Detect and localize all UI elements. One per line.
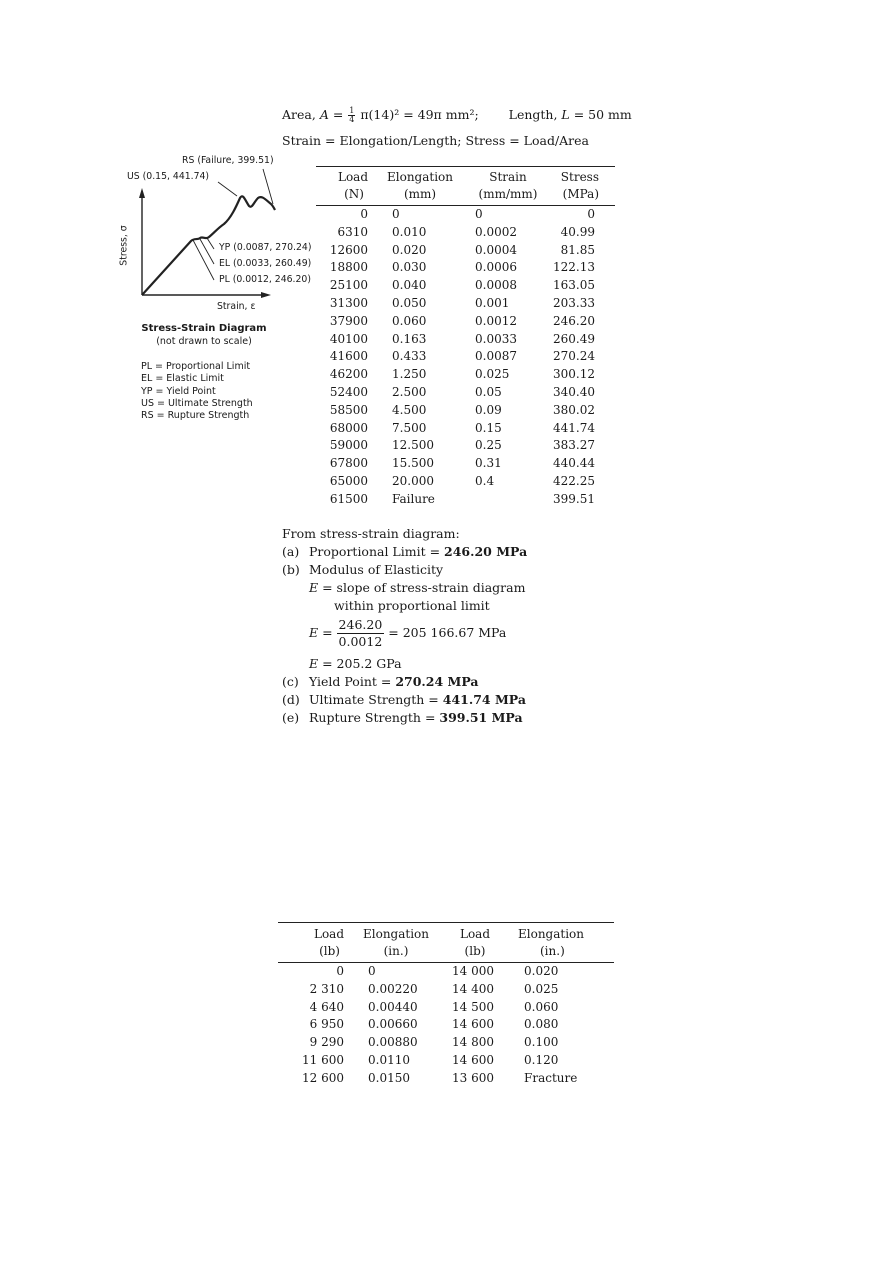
table-row bbox=[278, 963, 614, 981]
table-row bbox=[278, 1034, 614, 1052]
table-cell: 0.00220 bbox=[368, 981, 418, 996]
table-cell: 14 600 bbox=[452, 1052, 494, 1067]
table-header-row bbox=[278, 926, 614, 943]
table-cell: 14 800 bbox=[452, 1035, 494, 1050]
col-unit-load: (lb) bbox=[278, 943, 350, 963]
table-cell: 0 bbox=[587, 207, 595, 221]
table-row bbox=[316, 420, 615, 438]
table-cell: 68000 bbox=[329, 420, 368, 435]
col-unit-strain: (mm/mm) bbox=[468, 186, 548, 206]
y-axis-arrow-icon bbox=[139, 188, 145, 198]
table-cell: 52400 bbox=[329, 384, 368, 399]
table-row bbox=[316, 313, 615, 331]
table-cell: 122.13 bbox=[553, 260, 595, 275]
yp-leader bbox=[207, 238, 214, 249]
table-cell: 0.060 bbox=[524, 999, 559, 1014]
table-cell: 67800 bbox=[329, 456, 368, 471]
table-header-row bbox=[316, 169, 615, 186]
table-cell: 14 500 bbox=[452, 999, 494, 1014]
table-cell: 0.0110 bbox=[368, 1052, 410, 1067]
col-unit-elongation: (mm) bbox=[372, 186, 468, 206]
table2-body bbox=[278, 963, 614, 1088]
table-cell: 300.12 bbox=[553, 367, 595, 382]
col-header-load: Load bbox=[313, 927, 344, 941]
col-header-strain: Strain bbox=[489, 170, 527, 184]
table-cell: 0.0033 bbox=[475, 331, 517, 346]
diagram-caption bbox=[128, 322, 280, 348]
table-row bbox=[278, 1016, 614, 1034]
table-cell: 0.00880 bbox=[368, 1035, 418, 1050]
table-cell: 0.080 bbox=[524, 1017, 559, 1032]
answer-b: (b) Modulus of Elasticity bbox=[282, 562, 444, 577]
table-cell: 12 600 bbox=[302, 1070, 344, 1085]
table-cell: 15.500 bbox=[392, 456, 434, 471]
table-cell: 0.433 bbox=[392, 349, 427, 364]
table-row bbox=[316, 331, 615, 349]
answer-e: (e) Rupture Strength = 399.51 MPa bbox=[282, 710, 523, 725]
table-cell: 0.0012 bbox=[475, 313, 517, 328]
table-cell: 9 290 bbox=[309, 1035, 344, 1050]
y-axis-label: Stress, σ bbox=[118, 225, 130, 266]
table-cell: 40100 bbox=[329, 331, 368, 346]
table-cell: 7.500 bbox=[392, 420, 427, 435]
table-cell: 11 600 bbox=[302, 1052, 344, 1067]
us-label: US (0.15, 441.74) bbox=[127, 171, 210, 182]
table-cell: 440.44 bbox=[553, 456, 595, 471]
modulus-fraction: $\frac{246.20}{0.0012}$ bbox=[338, 617, 383, 649]
diagram-legend bbox=[141, 361, 253, 422]
table-cell: 422.25 bbox=[553, 473, 595, 488]
table-row bbox=[278, 1070, 614, 1088]
table-row bbox=[316, 259, 615, 277]
table-cell: 0.0002 bbox=[475, 224, 517, 239]
table-cell: 14 600 bbox=[452, 1017, 494, 1032]
table-row bbox=[316, 348, 615, 366]
table-cell: 0.09 bbox=[475, 402, 502, 417]
table-cell: 31300 bbox=[329, 295, 368, 310]
x-axis-label: Strain, ε bbox=[217, 301, 256, 312]
table-cell: 0 bbox=[360, 207, 368, 221]
table-cell: 163.05 bbox=[553, 278, 595, 293]
table-cell: 6 950 bbox=[309, 1017, 344, 1032]
legend-item: PL = Proportional Limit bbox=[141, 361, 251, 372]
table-cell: 0 bbox=[475, 207, 483, 221]
table-cell: 41600 bbox=[329, 349, 368, 364]
table-cell: 383.27 bbox=[553, 438, 595, 453]
modulus-equation: E = $\frac{246.20}{0.0012}$ = 205 166.67 MPa bbox=[309, 617, 507, 649]
table-cell bbox=[468, 491, 548, 509]
yp-label: YP (0.0087, 270.24) bbox=[219, 242, 312, 253]
table-cell: 0.050 bbox=[392, 295, 427, 310]
strain-stress-definition: Strain = Elongation/Length; Stress = Load/Area bbox=[282, 133, 590, 148]
table-row bbox=[316, 455, 615, 473]
table-cell: 0.00660 bbox=[368, 1017, 418, 1032]
modulus-definition: E = slope of stress-strain diagram bbox=[309, 580, 526, 595]
el-label: EL (0.0033, 260.49) bbox=[219, 258, 312, 269]
table-cell: 4.500 bbox=[392, 402, 427, 417]
col-unit-elongation: (in.) bbox=[350, 943, 442, 963]
table-cell: 380.02 bbox=[553, 402, 595, 417]
col-header-elongation: Elongation bbox=[363, 927, 429, 941]
table-cell: 18800 bbox=[329, 260, 368, 275]
table-cell: Failure bbox=[392, 491, 435, 506]
table-cell: 246.20 bbox=[553, 313, 595, 328]
modulus-result: E = 205.2 GPa bbox=[309, 656, 402, 671]
table-row bbox=[316, 384, 615, 402]
table-cell: 12.500 bbox=[392, 438, 434, 453]
table-row bbox=[316, 437, 615, 455]
us-leader bbox=[218, 182, 237, 196]
col-header-elongation: Elongation bbox=[518, 927, 584, 941]
col-unit-elongation: (in.) bbox=[508, 943, 614, 963]
table-cell: 0.163 bbox=[392, 331, 427, 346]
answer-a: (a) Proportional Limit = 246.20 MPa bbox=[282, 544, 528, 559]
legend-item: US = Ultimate Strength bbox=[141, 397, 253, 409]
table-cell: 58500 bbox=[329, 402, 368, 417]
table-cell: 0.0008 bbox=[475, 278, 517, 293]
table-header-units-row bbox=[278, 943, 614, 963]
table-cell: 65000 bbox=[329, 473, 368, 488]
table-cell: 340.40 bbox=[553, 384, 595, 399]
table-cell: 0.120 bbox=[524, 1052, 559, 1067]
answer-c: (c) Yield Point = 270.24 MPa bbox=[282, 674, 479, 689]
table-cell: 0.4 bbox=[475, 473, 495, 488]
table-cell: 0 bbox=[392, 207, 400, 221]
table-row bbox=[316, 206, 615, 224]
table-cell: 0.05 bbox=[475, 384, 502, 399]
table-cell: 203.33 bbox=[553, 295, 595, 310]
table-cell: 0.001 bbox=[475, 295, 510, 310]
table-row bbox=[316, 491, 615, 509]
table-cell: 4 640 bbox=[309, 999, 344, 1014]
load-elongation-table bbox=[278, 926, 614, 1088]
stress-strain-table bbox=[316, 169, 615, 509]
col-header-elongation: Elongation bbox=[387, 170, 453, 184]
table-cell: 0.100 bbox=[524, 1035, 559, 1050]
table-cell: 6310 bbox=[337, 224, 368, 239]
table-cell: 0.15 bbox=[475, 420, 502, 435]
table-row bbox=[316, 473, 615, 491]
table-row bbox=[316, 366, 615, 384]
area-formula: Area, A = $\frac{1}{4}$ π(14)² = 49π mm²; Length, L = 50 mm bbox=[282, 106, 632, 124]
table-cell: Fracture bbox=[524, 1070, 578, 1085]
length-formula: Length, L = 50 mm bbox=[508, 107, 632, 122]
table-cell: 0.040 bbox=[392, 278, 427, 293]
table-cell: 0.060 bbox=[392, 313, 427, 328]
table1-top-rule bbox=[316, 166, 615, 167]
pl-label: PL (0.0012, 246.20) bbox=[219, 274, 311, 285]
col-unit-load: (N) bbox=[316, 186, 372, 206]
col-unit-load: (lb) bbox=[442, 943, 508, 963]
table-cell: 0.0150 bbox=[368, 1070, 410, 1085]
col-header-load: Load bbox=[459, 927, 491, 941]
table-header-units-row bbox=[316, 186, 615, 206]
answer-d: (d) Ultimate Strength = 441.74 MPa bbox=[282, 692, 526, 707]
x-axis-arrow-icon bbox=[261, 292, 271, 298]
table-row bbox=[316, 224, 615, 242]
table-cell: 0.020 bbox=[524, 964, 559, 978]
diagram-subtitle: (not drawn to scale) bbox=[156, 336, 252, 347]
table-cell: 0.00440 bbox=[368, 999, 418, 1014]
table-cell: 0.0006 bbox=[475, 260, 517, 275]
table-cell: 2 310 bbox=[309, 981, 344, 996]
rs-label: RS (Failure, 399.51) bbox=[182, 155, 274, 166]
el-leader bbox=[200, 239, 214, 264]
table-cell: 0.31 bbox=[475, 456, 502, 471]
modulus-definition-cont: within proportional limit bbox=[334, 598, 490, 613]
table-row bbox=[316, 295, 615, 313]
table-cell: 12600 bbox=[329, 242, 368, 257]
table-cell: 0 bbox=[336, 964, 344, 978]
table-row bbox=[278, 999, 614, 1017]
table-cell: 14 400 bbox=[452, 981, 494, 996]
table-row bbox=[278, 1052, 614, 1070]
legend-item: EL = Elastic Limit bbox=[141, 373, 224, 385]
table-cell: 59000 bbox=[329, 438, 368, 453]
col-unit-stress: (MPa) bbox=[548, 186, 615, 206]
table-cell: 40.99 bbox=[560, 224, 595, 239]
table-cell: 81.85 bbox=[560, 242, 595, 257]
table-row bbox=[316, 402, 615, 420]
legend-item: YP = Yield Point bbox=[141, 385, 216, 397]
table-cell: 20.000 bbox=[392, 473, 434, 488]
table-row bbox=[278, 981, 614, 999]
table-cell: 14 000 bbox=[452, 964, 494, 978]
table-cell: 0.025 bbox=[524, 981, 559, 996]
solution-intro: From stress-strain diagram: bbox=[282, 526, 460, 541]
table-cell: 0.25 bbox=[475, 438, 502, 453]
table-row bbox=[316, 242, 615, 260]
table-cell: 2.500 bbox=[392, 384, 427, 399]
table-cell: 25100 bbox=[329, 278, 368, 293]
table-cell: 260.49 bbox=[553, 331, 595, 346]
stress-strain-diagram bbox=[118, 152, 328, 322]
table-cell: 46200 bbox=[329, 367, 368, 382]
col-header-stress: Stress bbox=[560, 170, 599, 184]
table-cell: 0.030 bbox=[392, 260, 427, 275]
table-cell: 61500 bbox=[329, 491, 368, 506]
table-cell: 0.025 bbox=[475, 367, 510, 382]
table2-top-rule bbox=[278, 922, 614, 923]
table1-body bbox=[316, 206, 615, 509]
table-cell: 399.51 bbox=[553, 491, 595, 506]
solution-block bbox=[282, 525, 527, 727]
table-cell: 0.0087 bbox=[475, 349, 517, 364]
table-cell: 0 bbox=[368, 964, 376, 978]
table-cell: 0.0004 bbox=[475, 242, 517, 257]
diagram-title: Stress-Strain Diagram bbox=[141, 323, 267, 334]
legend-item: RS = Rupture Strength bbox=[141, 410, 250, 422]
table-row bbox=[316, 277, 615, 295]
table-cell: 0.020 bbox=[392, 242, 427, 257]
table-cell: 1.250 bbox=[392, 367, 427, 382]
quarter-fraction: $\frac{1}{4}$ bbox=[349, 106, 355, 124]
table-cell: 441.74 bbox=[553, 420, 595, 435]
table-cell: 270.24 bbox=[553, 349, 595, 364]
table-cell: 37900 bbox=[329, 313, 368, 328]
table-cell: 0.010 bbox=[392, 224, 427, 239]
table-cell: 13 600 bbox=[452, 1070, 494, 1085]
col-header-load: Load bbox=[337, 170, 368, 184]
